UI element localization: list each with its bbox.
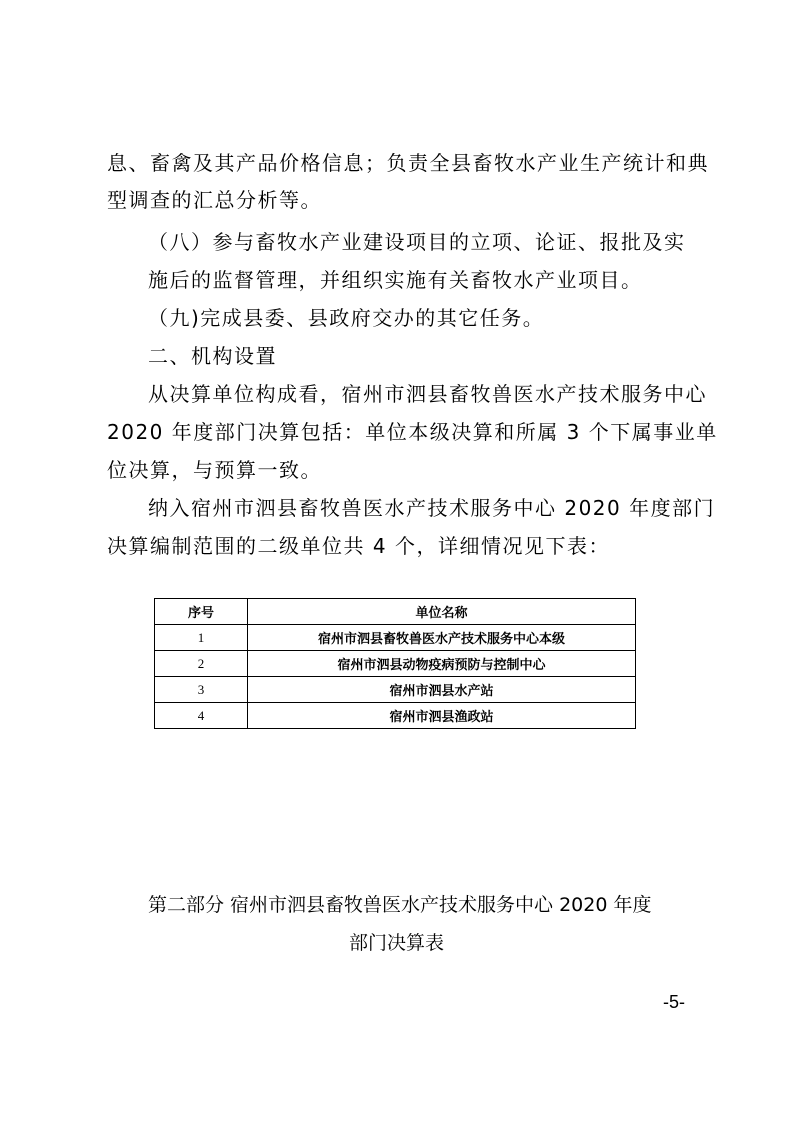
body-text-line: 纳入宿州市泗县畜牧兽医水产技术服务中心 2020 年度部门 <box>148 496 716 520</box>
table-row <box>155 651 636 677</box>
table-row <box>155 677 636 703</box>
page-number: -5- <box>663 992 685 1012</box>
unit-name: 宿州市泗县畜牧兽医水产技术服务中心本级 <box>248 625 636 651</box>
body-text-line: 位决算，与预算一致。 <box>107 458 322 482</box>
unit-name: 宿州市泗县水产站 <box>248 677 636 703</box>
body-text-line: 从决算单位构成看，宿州市泗县畜牧兽医水产技术服务中心 <box>148 382 707 406</box>
body-text-line: （八）参与畜牧水产业建设项目的立项、论证、报批及实 <box>148 230 686 254</box>
table-row <box>155 703 636 729</box>
row-number: 3 <box>155 677 248 703</box>
column-header-unit-name: 单位名称 <box>248 599 636 625</box>
row-number: 4 <box>155 703 248 729</box>
table-header-row <box>155 599 636 625</box>
body-text-line: （九)完成县委、县政府交办的其它任务。 <box>148 306 545 330</box>
table-row <box>155 625 636 651</box>
section-heading: 二、机构设置 <box>148 344 277 368</box>
unit-name: 宿州市泗县渔政站 <box>248 703 636 729</box>
units-table-container <box>154 598 636 729</box>
units-table <box>154 598 636 729</box>
column-header-number: 序号 <box>155 599 248 625</box>
row-number: 2 <box>155 651 248 677</box>
row-number: 1 <box>155 625 248 651</box>
unit-name: 宿州市泗县动物疫病预防与控制中心 <box>248 651 636 677</box>
body-text-line: 2020 年度部门决算包括：单位本级决算和所属 3 个下属事业单 <box>107 420 718 444</box>
body-text-line: 息、畜禽及其产品价格信息；负责全县畜牧水产业生产统计和典 <box>107 151 709 175</box>
body-text-line: 决算编制范围的二级单位共 4 个，详细情况见下表： <box>107 534 610 558</box>
part-title-line-1: 第二部分 宿州市泗县畜牧兽医水产技术服务中心 2020 年度 <box>148 894 652 916</box>
body-text-line: 型调查的汇总分析等。 <box>107 188 322 212</box>
body-text-line: 施后的监督管理，并组织实施有关畜牧水产业项目。 <box>148 268 643 292</box>
part-title-line-2: 部门决算表 <box>349 932 445 954</box>
